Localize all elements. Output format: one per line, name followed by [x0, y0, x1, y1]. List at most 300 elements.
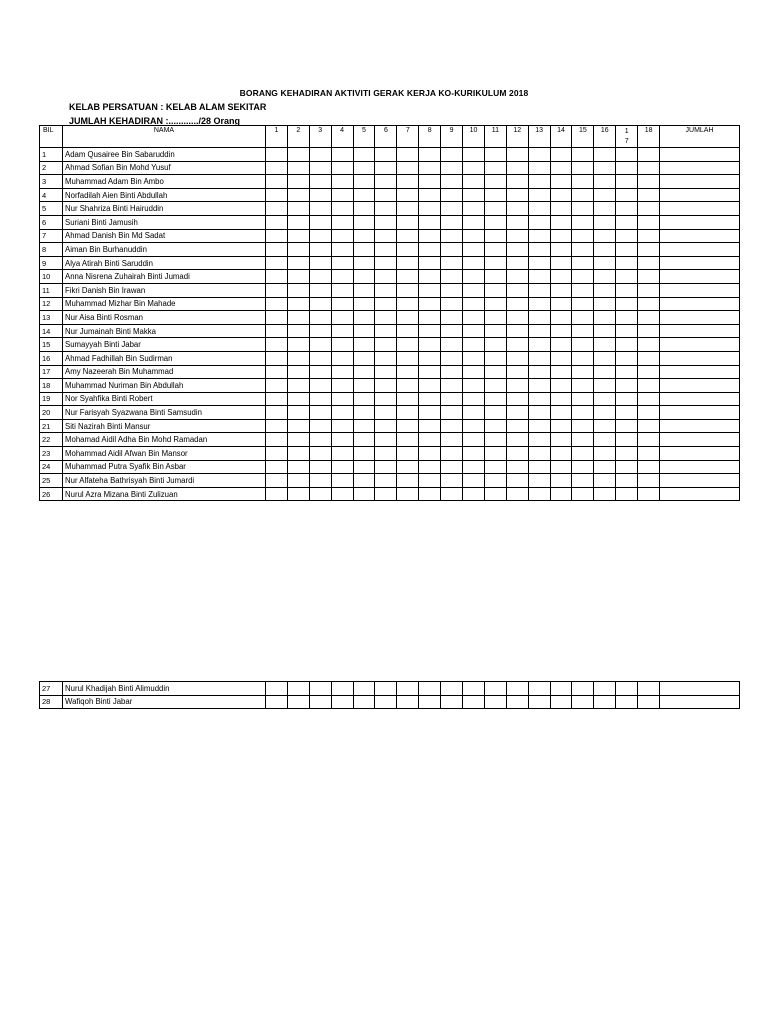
attendance-cell[interactable]	[419, 351, 441, 365]
attendance-cell[interactable]	[528, 460, 550, 474]
attendance-cell[interactable]	[331, 433, 353, 447]
jumlah-cell[interactable]	[660, 460, 740, 474]
attendance-cell[interactable]	[550, 297, 572, 311]
attendance-cell[interactable]	[594, 682, 616, 696]
attendance-cell[interactable]	[266, 188, 288, 202]
attendance-cell[interactable]	[506, 379, 528, 393]
attendance-cell[interactable]	[638, 270, 660, 284]
attendance-cell[interactable]	[331, 379, 353, 393]
attendance-cell[interactable]	[572, 487, 594, 501]
attendance-cell[interactable]	[397, 474, 419, 488]
attendance-cell[interactable]	[353, 487, 375, 501]
attendance-cell[interactable]	[550, 474, 572, 488]
attendance-cell[interactable]	[572, 188, 594, 202]
attendance-cell[interactable]	[353, 229, 375, 243]
attendance-cell[interactable]	[594, 379, 616, 393]
attendance-cell[interactable]	[572, 243, 594, 257]
attendance-cell[interactable]	[616, 433, 638, 447]
attendance-cell[interactable]	[441, 161, 463, 175]
attendance-cell[interactable]	[616, 215, 638, 229]
attendance-cell[interactable]	[572, 433, 594, 447]
jumlah-cell[interactable]	[660, 215, 740, 229]
attendance-cell[interactable]	[353, 148, 375, 162]
attendance-cell[interactable]	[419, 270, 441, 284]
attendance-cell[interactable]	[594, 351, 616, 365]
attendance-cell[interactable]	[506, 270, 528, 284]
attendance-cell[interactable]	[397, 161, 419, 175]
attendance-cell[interactable]	[550, 148, 572, 162]
attendance-cell[interactable]	[638, 148, 660, 162]
attendance-cell[interactable]	[397, 311, 419, 325]
attendance-cell[interactable]	[528, 406, 550, 420]
attendance-cell[interactable]	[594, 447, 616, 461]
attendance-cell[interactable]	[309, 283, 331, 297]
attendance-cell[interactable]	[484, 351, 506, 365]
attendance-cell[interactable]	[419, 175, 441, 189]
attendance-cell[interactable]	[594, 419, 616, 433]
attendance-cell[interactable]	[638, 229, 660, 243]
attendance-cell[interactable]	[594, 270, 616, 284]
attendance-cell[interactable]	[638, 338, 660, 352]
attendance-cell[interactable]	[572, 202, 594, 216]
attendance-cell[interactable]	[331, 406, 353, 420]
attendance-cell[interactable]	[266, 338, 288, 352]
attendance-cell[interactable]	[266, 474, 288, 488]
attendance-cell[interactable]	[616, 365, 638, 379]
attendance-cell[interactable]	[550, 460, 572, 474]
attendance-cell[interactable]	[594, 433, 616, 447]
attendance-cell[interactable]	[397, 283, 419, 297]
jumlah-cell[interactable]	[660, 406, 740, 420]
attendance-cell[interactable]	[287, 460, 309, 474]
jumlah-cell[interactable]	[660, 447, 740, 461]
attendance-cell[interactable]	[463, 460, 485, 474]
attendance-cell[interactable]	[397, 243, 419, 257]
attendance-cell[interactable]	[550, 188, 572, 202]
attendance-cell[interactable]	[506, 148, 528, 162]
attendance-cell[interactable]	[397, 324, 419, 338]
attendance-cell[interactable]	[331, 419, 353, 433]
attendance-cell[interactable]	[528, 379, 550, 393]
attendance-cell[interactable]	[397, 379, 419, 393]
attendance-cell[interactable]	[353, 175, 375, 189]
attendance-cell[interactable]	[550, 202, 572, 216]
attendance-cell[interactable]	[309, 324, 331, 338]
attendance-cell[interactable]	[463, 256, 485, 270]
attendance-cell[interactable]	[550, 695, 572, 709]
attendance-cell[interactable]	[550, 270, 572, 284]
attendance-cell[interactable]	[463, 188, 485, 202]
jumlah-cell[interactable]	[660, 148, 740, 162]
attendance-cell[interactable]	[638, 406, 660, 420]
attendance-cell[interactable]	[572, 392, 594, 406]
jumlah-cell[interactable]	[660, 175, 740, 189]
attendance-cell[interactable]	[463, 215, 485, 229]
attendance-cell[interactable]	[419, 460, 441, 474]
attendance-cell[interactable]	[287, 311, 309, 325]
attendance-cell[interactable]	[309, 419, 331, 433]
attendance-cell[interactable]	[441, 243, 463, 257]
attendance-cell[interactable]	[463, 283, 485, 297]
attendance-cell[interactable]	[441, 460, 463, 474]
attendance-cell[interactable]	[528, 365, 550, 379]
attendance-cell[interactable]	[463, 447, 485, 461]
attendance-cell[interactable]	[550, 351, 572, 365]
attendance-cell[interactable]	[463, 365, 485, 379]
attendance-cell[interactable]	[441, 447, 463, 461]
attendance-cell[interactable]	[419, 365, 441, 379]
attendance-cell[interactable]	[463, 324, 485, 338]
attendance-cell[interactable]	[287, 270, 309, 284]
attendance-cell[interactable]	[528, 148, 550, 162]
attendance-cell[interactable]	[616, 297, 638, 311]
attendance-cell[interactable]	[441, 682, 463, 696]
jumlah-cell[interactable]	[660, 270, 740, 284]
attendance-cell[interactable]	[572, 365, 594, 379]
jumlah-cell[interactable]	[660, 392, 740, 406]
attendance-cell[interactable]	[331, 338, 353, 352]
attendance-cell[interactable]	[528, 311, 550, 325]
attendance-cell[interactable]	[441, 392, 463, 406]
attendance-cell[interactable]	[266, 175, 288, 189]
attendance-cell[interactable]	[463, 487, 485, 501]
attendance-cell[interactable]	[309, 406, 331, 420]
attendance-cell[interactable]	[287, 175, 309, 189]
attendance-cell[interactable]	[287, 243, 309, 257]
attendance-cell[interactable]	[616, 474, 638, 488]
attendance-cell[interactable]	[506, 447, 528, 461]
attendance-cell[interactable]	[309, 460, 331, 474]
attendance-cell[interactable]	[287, 487, 309, 501]
attendance-cell[interactable]	[484, 447, 506, 461]
attendance-cell[interactable]	[638, 311, 660, 325]
attendance-cell[interactable]	[463, 406, 485, 420]
attendance-cell[interactable]	[572, 351, 594, 365]
attendance-cell[interactable]	[463, 270, 485, 284]
attendance-cell[interactable]	[331, 215, 353, 229]
attendance-cell[interactable]	[353, 379, 375, 393]
attendance-cell[interactable]	[528, 243, 550, 257]
attendance-cell[interactable]	[266, 447, 288, 461]
attendance-cell[interactable]	[528, 695, 550, 709]
attendance-cell[interactable]	[397, 297, 419, 311]
attendance-cell[interactable]	[550, 256, 572, 270]
attendance-cell[interactable]	[616, 148, 638, 162]
attendance-cell[interactable]	[309, 487, 331, 501]
attendance-cell[interactable]	[463, 474, 485, 488]
attendance-cell[interactable]	[287, 297, 309, 311]
attendance-cell[interactable]	[638, 202, 660, 216]
attendance-cell[interactable]	[638, 283, 660, 297]
attendance-cell[interactable]	[484, 188, 506, 202]
attendance-cell[interactable]	[550, 406, 572, 420]
attendance-cell[interactable]	[287, 406, 309, 420]
attendance-cell[interactable]	[441, 148, 463, 162]
attendance-cell[interactable]	[331, 365, 353, 379]
attendance-cell[interactable]	[506, 202, 528, 216]
attendance-cell[interactable]	[353, 215, 375, 229]
attendance-cell[interactable]	[266, 161, 288, 175]
attendance-cell[interactable]	[441, 338, 463, 352]
attendance-cell[interactable]	[419, 283, 441, 297]
attendance-cell[interactable]	[331, 695, 353, 709]
attendance-cell[interactable]	[419, 338, 441, 352]
attendance-cell[interactable]	[287, 447, 309, 461]
attendance-cell[interactable]	[506, 474, 528, 488]
attendance-cell[interactable]	[287, 419, 309, 433]
attendance-cell[interactable]	[331, 474, 353, 488]
attendance-cell[interactable]	[594, 392, 616, 406]
attendance-cell[interactable]	[375, 175, 397, 189]
attendance-cell[interactable]	[463, 161, 485, 175]
attendance-cell[interactable]	[550, 324, 572, 338]
attendance-cell[interactable]	[638, 392, 660, 406]
attendance-cell[interactable]	[616, 338, 638, 352]
attendance-cell[interactable]	[463, 175, 485, 189]
attendance-cell[interactable]	[638, 297, 660, 311]
attendance-cell[interactable]	[397, 695, 419, 709]
attendance-cell[interactable]	[638, 460, 660, 474]
attendance-cell[interactable]	[375, 406, 397, 420]
attendance-cell[interactable]	[375, 202, 397, 216]
attendance-cell[interactable]	[528, 161, 550, 175]
attendance-cell[interactable]	[528, 682, 550, 696]
attendance-cell[interactable]	[463, 682, 485, 696]
attendance-cell[interactable]	[616, 256, 638, 270]
attendance-cell[interactable]	[550, 161, 572, 175]
attendance-cell[interactable]	[287, 365, 309, 379]
attendance-cell[interactable]	[616, 270, 638, 284]
attendance-cell[interactable]	[572, 338, 594, 352]
attendance-cell[interactable]	[309, 379, 331, 393]
attendance-cell[interactable]	[550, 447, 572, 461]
jumlah-cell[interactable]	[660, 419, 740, 433]
attendance-cell[interactable]	[419, 379, 441, 393]
attendance-cell[interactable]	[309, 243, 331, 257]
attendance-cell[interactable]	[594, 311, 616, 325]
attendance-cell[interactable]	[419, 433, 441, 447]
attendance-cell[interactable]	[397, 202, 419, 216]
attendance-cell[interactable]	[419, 215, 441, 229]
attendance-cell[interactable]	[309, 338, 331, 352]
attendance-cell[interactable]	[616, 695, 638, 709]
attendance-cell[interactable]	[594, 283, 616, 297]
attendance-cell[interactable]	[638, 379, 660, 393]
attendance-cell[interactable]	[353, 338, 375, 352]
attendance-cell[interactable]	[287, 148, 309, 162]
attendance-cell[interactable]	[572, 297, 594, 311]
attendance-cell[interactable]	[528, 175, 550, 189]
attendance-cell[interactable]	[616, 229, 638, 243]
attendance-cell[interactable]	[266, 419, 288, 433]
attendance-cell[interactable]	[266, 487, 288, 501]
attendance-cell[interactable]	[375, 311, 397, 325]
attendance-cell[interactable]	[397, 351, 419, 365]
attendance-cell[interactable]	[266, 365, 288, 379]
attendance-cell[interactable]	[594, 695, 616, 709]
attendance-cell[interactable]	[266, 243, 288, 257]
attendance-cell[interactable]	[375, 447, 397, 461]
attendance-cell[interactable]	[594, 229, 616, 243]
attendance-cell[interactable]	[353, 474, 375, 488]
attendance-cell[interactable]	[309, 433, 331, 447]
attendance-cell[interactable]	[287, 433, 309, 447]
attendance-cell[interactable]	[353, 311, 375, 325]
attendance-cell[interactable]	[506, 365, 528, 379]
attendance-cell[interactable]	[506, 283, 528, 297]
jumlah-cell[interactable]	[660, 297, 740, 311]
attendance-cell[interactable]	[572, 215, 594, 229]
attendance-cell[interactable]	[550, 283, 572, 297]
attendance-cell[interactable]	[287, 474, 309, 488]
attendance-cell[interactable]	[419, 202, 441, 216]
attendance-cell[interactable]	[528, 447, 550, 461]
attendance-cell[interactable]	[287, 229, 309, 243]
attendance-cell[interactable]	[550, 311, 572, 325]
attendance-cell[interactable]	[484, 365, 506, 379]
attendance-cell[interactable]	[484, 311, 506, 325]
attendance-cell[interactable]	[638, 324, 660, 338]
attendance-cell[interactable]	[638, 351, 660, 365]
attendance-cell[interactable]	[616, 682, 638, 696]
jumlah-cell[interactable]	[660, 188, 740, 202]
attendance-cell[interactable]	[528, 229, 550, 243]
attendance-cell[interactable]	[331, 161, 353, 175]
attendance-cell[interactable]	[506, 406, 528, 420]
attendance-cell[interactable]	[353, 392, 375, 406]
attendance-cell[interactable]	[309, 270, 331, 284]
attendance-cell[interactable]	[331, 324, 353, 338]
attendance-cell[interactable]	[616, 406, 638, 420]
attendance-cell[interactable]	[287, 283, 309, 297]
attendance-cell[interactable]	[528, 215, 550, 229]
attendance-cell[interactable]	[375, 487, 397, 501]
jumlah-cell[interactable]	[660, 695, 740, 709]
attendance-cell[interactable]	[506, 338, 528, 352]
attendance-cell[interactable]	[397, 447, 419, 461]
attendance-cell[interactable]	[638, 447, 660, 461]
attendance-cell[interactable]	[375, 161, 397, 175]
attendance-cell[interactable]	[528, 188, 550, 202]
jumlah-cell[interactable]	[660, 682, 740, 696]
attendance-cell[interactable]	[528, 433, 550, 447]
attendance-cell[interactable]	[638, 256, 660, 270]
attendance-cell[interactable]	[484, 243, 506, 257]
attendance-cell[interactable]	[287, 338, 309, 352]
attendance-cell[interactable]	[572, 283, 594, 297]
attendance-cell[interactable]	[397, 406, 419, 420]
attendance-cell[interactable]	[550, 487, 572, 501]
attendance-cell[interactable]	[266, 202, 288, 216]
attendance-cell[interactable]	[309, 365, 331, 379]
attendance-cell[interactable]	[463, 202, 485, 216]
jumlah-cell[interactable]	[660, 324, 740, 338]
attendance-cell[interactable]	[441, 365, 463, 379]
attendance-cell[interactable]	[506, 695, 528, 709]
attendance-cell[interactable]	[506, 324, 528, 338]
attendance-cell[interactable]	[441, 188, 463, 202]
jumlah-cell[interactable]	[660, 379, 740, 393]
attendance-cell[interactable]	[463, 433, 485, 447]
attendance-cell[interactable]	[331, 256, 353, 270]
attendance-cell[interactable]	[397, 270, 419, 284]
attendance-cell[interactable]	[309, 175, 331, 189]
attendance-cell[interactable]	[375, 392, 397, 406]
attendance-cell[interactable]	[506, 311, 528, 325]
attendance-cell[interactable]	[266, 229, 288, 243]
attendance-cell[interactable]	[484, 324, 506, 338]
attendance-cell[interactable]	[375, 365, 397, 379]
attendance-cell[interactable]	[506, 433, 528, 447]
attendance-cell[interactable]	[441, 379, 463, 393]
attendance-cell[interactable]	[309, 215, 331, 229]
attendance-cell[interactable]	[594, 256, 616, 270]
attendance-cell[interactable]	[419, 148, 441, 162]
attendance-cell[interactable]	[266, 215, 288, 229]
attendance-cell[interactable]	[266, 682, 288, 696]
attendance-cell[interactable]	[397, 392, 419, 406]
attendance-cell[interactable]	[506, 188, 528, 202]
attendance-cell[interactable]	[463, 338, 485, 352]
attendance-cell[interactable]	[397, 419, 419, 433]
attendance-cell[interactable]	[572, 148, 594, 162]
attendance-cell[interactable]	[572, 161, 594, 175]
attendance-cell[interactable]	[331, 682, 353, 696]
attendance-cell[interactable]	[397, 229, 419, 243]
attendance-cell[interactable]	[594, 215, 616, 229]
attendance-cell[interactable]	[484, 256, 506, 270]
attendance-cell[interactable]	[419, 682, 441, 696]
attendance-cell[interactable]	[528, 324, 550, 338]
attendance-cell[interactable]	[441, 270, 463, 284]
jumlah-cell[interactable]	[660, 229, 740, 243]
attendance-cell[interactable]	[528, 487, 550, 501]
attendance-cell[interactable]	[419, 229, 441, 243]
attendance-cell[interactable]	[572, 695, 594, 709]
attendance-cell[interactable]	[638, 433, 660, 447]
attendance-cell[interactable]	[266, 392, 288, 406]
attendance-cell[interactable]	[397, 188, 419, 202]
attendance-cell[interactable]	[266, 379, 288, 393]
attendance-cell[interactable]	[484, 202, 506, 216]
attendance-cell[interactable]	[528, 297, 550, 311]
attendance-cell[interactable]	[638, 188, 660, 202]
attendance-cell[interactable]	[309, 311, 331, 325]
attendance-cell[interactable]	[331, 243, 353, 257]
attendance-cell[interactable]	[638, 243, 660, 257]
attendance-cell[interactable]	[572, 419, 594, 433]
attendance-cell[interactable]	[397, 433, 419, 447]
attendance-cell[interactable]	[572, 682, 594, 696]
attendance-cell[interactable]	[309, 148, 331, 162]
attendance-cell[interactable]	[309, 351, 331, 365]
attendance-cell[interactable]	[616, 243, 638, 257]
attendance-cell[interactable]	[594, 188, 616, 202]
attendance-cell[interactable]	[616, 324, 638, 338]
attendance-cell[interactable]	[397, 487, 419, 501]
attendance-cell[interactable]	[594, 243, 616, 257]
attendance-cell[interactable]	[353, 202, 375, 216]
attendance-cell[interactable]	[463, 379, 485, 393]
attendance-cell[interactable]	[353, 243, 375, 257]
attendance-cell[interactable]	[287, 379, 309, 393]
attendance-cell[interactable]	[419, 447, 441, 461]
attendance-cell[interactable]	[441, 324, 463, 338]
attendance-cell[interactable]	[484, 419, 506, 433]
attendance-cell[interactable]	[266, 297, 288, 311]
attendance-cell[interactable]	[331, 229, 353, 243]
attendance-cell[interactable]	[309, 229, 331, 243]
